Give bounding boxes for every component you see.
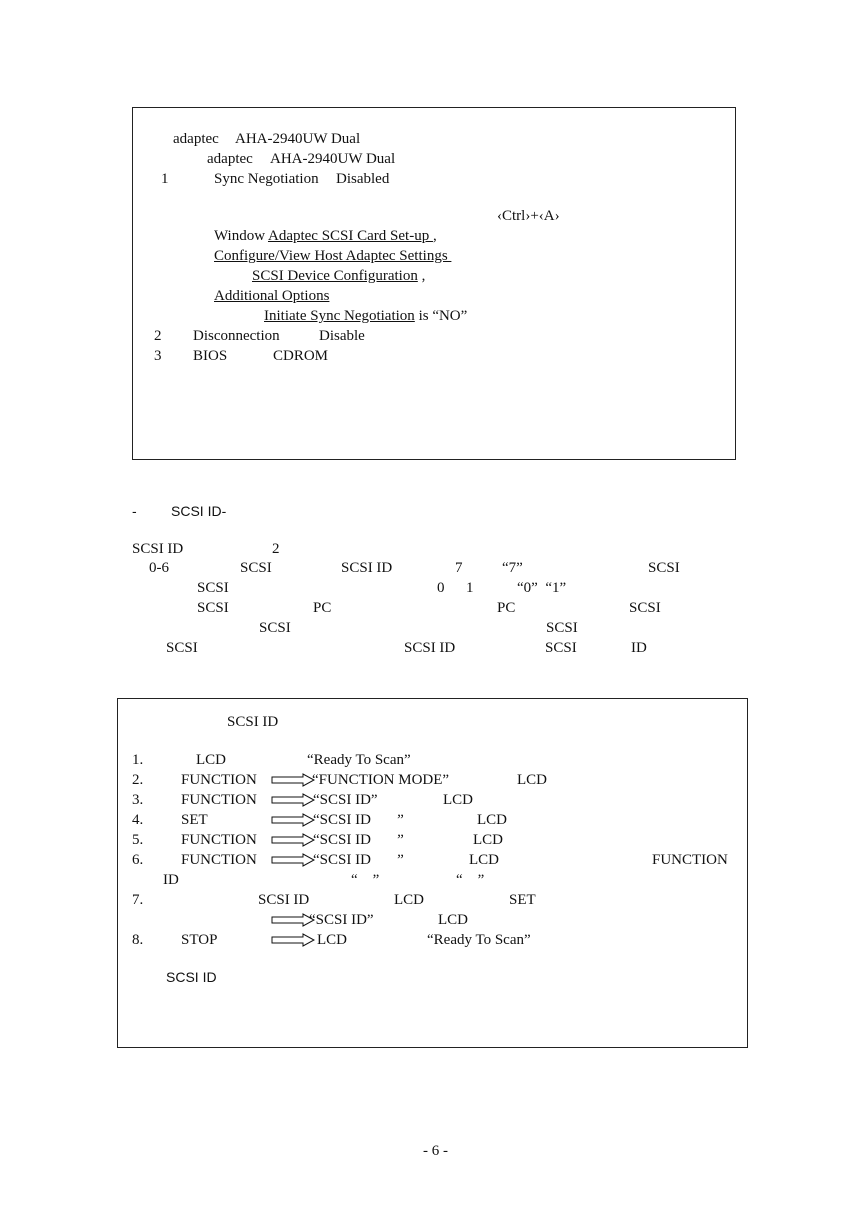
step-text: LCD [517,772,547,788]
note-line-9a: Disconnection [193,328,280,344]
step-text: FUNCTION [181,832,257,848]
step-text: FUNCTION [181,792,257,808]
menu-initiate-sync: Initiate Sync Negotiation [264,308,415,324]
step-text: FUNCTION [652,852,728,868]
para-text: SCSI [197,600,229,616]
comma: , [432,228,437,244]
para-text: SCSI [259,620,291,636]
note-line-3b: Disabled [336,171,390,187]
step-text: “FUNCTION MODE” [312,772,450,788]
right-arrow-icon [271,793,315,807]
step-number: 3. [132,792,144,808]
note-line-3a: Sync Negotiation [214,171,319,187]
para-text: PC [497,600,516,616]
step-text: “ ” [456,872,485,888]
key-combo: ‹Ctrl›+‹A› [497,208,560,224]
menu-path-line-3 [252,267,425,285]
para-text: “0” “1” [517,580,567,596]
para-text: SCSI ID [341,560,393,576]
procedure-footer: SCSI ID [166,969,217,985]
para-text: 0 [437,580,445,596]
step-text: “SCSI ID” [313,792,378,808]
para-text: 1 [466,580,474,596]
menu-path-line-5 [264,307,467,325]
step-text: LCD [317,932,347,948]
step-number: 1. [132,752,144,768]
para-text: SCSI [648,560,680,576]
step-text: SET [509,892,536,908]
step-text: “SCSI ID ” [313,852,404,868]
comma: , [417,268,426,284]
step-number: 2. [132,772,144,788]
para-text: “7” [502,560,523,576]
step-number: 8. [132,932,144,948]
para-text: 2 [272,541,280,557]
setting-value: is “NO” [414,308,468,324]
step-text: LCD [394,892,424,908]
step-text: “Ready To Scan” [427,932,531,948]
para-text: SCSI [240,560,272,576]
note-item-number: 3 [154,348,162,364]
note-line-1b: AHA-2940UW Dual [235,131,361,147]
step-text: LCD [438,912,468,928]
right-arrow-icon [271,833,315,847]
note-line-10a: BIOS [193,348,228,364]
step-number: 5. [132,832,144,848]
page-number: - 6 - [423,1143,448,1159]
note-line-9b: Disable [319,328,365,344]
step-text: LCD [469,852,499,868]
note-line-1a: adaptec [173,131,219,147]
note-item-number: 1 [161,171,169,187]
step-text: STOP [181,932,218,948]
right-arrow-icon [271,813,315,827]
note-item-number: 2 [154,328,162,344]
step-text: “SCSI ID” [309,912,374,928]
para-text: PC [313,600,332,616]
menu-path-line-1 [214,227,437,245]
step-text: LCD [443,792,473,808]
step-text: SCSI ID [258,892,310,908]
step-text: FUNCTION [181,772,257,788]
step-text: “Ready To Scan” [307,752,411,768]
window-prefix: Window [214,228,268,244]
menu-device-config: SCSI Device Configuration [252,268,418,284]
para-text: SCSI ID [404,640,456,656]
step-number: 6. [132,852,144,868]
para-text: ID [631,640,647,656]
para-text: SCSI [546,620,578,636]
step-text: “ ” [351,872,380,888]
step-text: SET [181,812,208,828]
section-heading: SCSI ID- [171,503,227,519]
step-text: LCD [477,812,507,828]
right-arrow-icon [271,933,315,947]
step-number: 7. [132,892,144,908]
menu-configure-host: Configure/View Host Adaptec Settings [214,248,452,264]
section-dash: - [132,503,137,519]
right-arrow-icon [271,773,315,787]
note-line-10b: CDROM [273,348,329,364]
step-text: “SCSI ID ” [313,832,404,848]
para-text: 0-6 [149,560,169,576]
para-text: SCSI [166,640,198,656]
menu-additional-options: Additional Options [214,288,330,304]
step-text: LCD [196,752,226,768]
right-arrow-icon [271,853,315,867]
para-text: SCSI ID [132,541,184,557]
menu-card-setup: Adaptec SCSI Card Set-up [267,228,433,244]
step-number: 4. [132,812,144,828]
note-line-2a: adaptec [207,151,253,167]
note-line-2b: AHA-2940UW Dual [270,151,396,167]
step-text: ID [163,872,179,888]
para-text: SCSI [197,580,229,596]
para-text: 7 [455,560,463,576]
step-text: LCD [473,832,503,848]
procedure-title: SCSI ID [227,714,279,730]
para-text: SCSI [545,640,577,656]
step-text: “SCSI ID ” [313,812,404,828]
para-text: SCSI [629,600,661,616]
step-text: FUNCTION [181,852,257,868]
